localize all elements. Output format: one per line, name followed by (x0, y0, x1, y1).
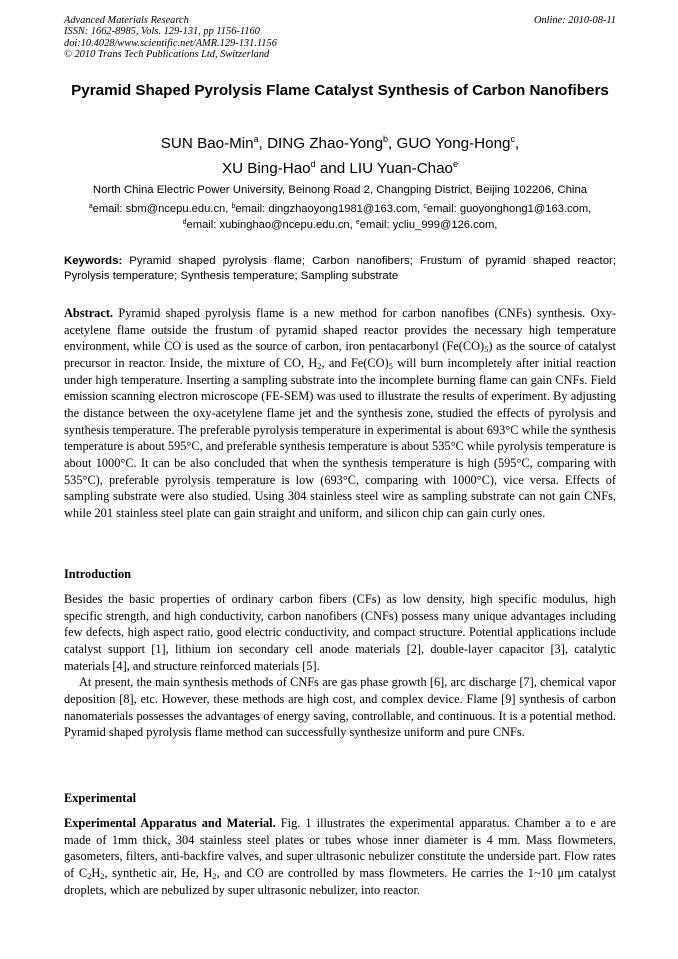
abstract-text: will burn incompletely after initial reaction under high temperature. Inserting a sampling substrate into the incomplete burning flame can gain CNFs. Field emission scanning electron microscope (FE-SEM) was used to illustrate the results of experiment. By adjusting the distance between the oxy-acetylene flame jet and the synthesis zone, studied the effects of pyrolysis and synthesis temperature. The preferable pyrolysis temperature in experimental is about 693°C while the synthesis temperature is about 595°C, and preferable synthesis temperature is about 535°C while pyrolysis temperature is about 1000°C. It can be also concluded that when the synthesis temperature is high (595°C, comparing with 535°C), preferable pyrolysis temperature is low (693°C, comparing with 1000°C), vice versa. Effects of sampling substrate were also studied. Using 304 stainless steel wire as sampling substrate can not gain CNFs, while 201 stainless steel plate can gain straight and uniform, and silicon chip can gain curly ones. (64, 355, 616, 520)
author-name: DING Zhao-Yong (267, 135, 384, 152)
experimental-text: Fig. 1 illustrates the experimental apparatus. Chamber a to e are made of 1mm thick, 304 stainless steel plates or tubes whose inner diameter is 4 mm. Mass flowmeters, gasometers, filters, anti-backfire valves, and super ultrasonic nebulizer constitute the underside part. Flow rates of C (64, 816, 616, 880)
email-marker: d (182, 218, 187, 226)
subscript: 2 (317, 360, 322, 371)
journal-header (64, 15, 616, 60)
email-marker: a (88, 203, 93, 210)
introduction-paragraph-1: Besides the basic properties of ordinary carbon fibers (CFs) as low density, high specific modulus, high specific strength, and high conductivity, carbon nanofibers (CNFs) possess many unique advantages including few defects, high aspect ratio, good electric conductivity, and compact structure. Potential applications include catalyst support [1], lithium ion secondary cell anode materials [2], double-layer capacitor [3], catalytic materials [4], and structure reinforced materials [5]. (64, 592, 616, 673)
keywords (64, 254, 616, 285)
subscript: 5 (388, 360, 393, 371)
author-marker: a (253, 134, 259, 144)
keywords-text: Pyramid shaped pyrolysis flame; Carbon nanofibers; Frustum of pyramid shaped reactor; Pyrolysis temperature; Synthesis temperature; Sampling substrate (64, 255, 616, 283)
experimental-text: , synthetic air, He, H (104, 865, 213, 880)
author-name: XU Bing-Hao (221, 160, 311, 177)
experimental-text: , and CO are controlled by mass flowmeters. He carries the 1~10 μm catalyst droplets, which are nebulized by super ultrasonic nebulizer, into reactor. (64, 865, 616, 897)
experimental-paragraph (64, 815, 616, 898)
email-entry: email: sbm@ncepu.edu.cn, (92, 203, 232, 215)
author-name: GUO Yong-Hong (396, 135, 511, 152)
email-marker: b (231, 203, 236, 210)
keywords-label: Keywords: (64, 255, 123, 267)
abstract (64, 305, 616, 522)
email-list (64, 202, 616, 233)
author-separator: , (514, 135, 520, 152)
email-entry: email: ycliu_999@126.com, (359, 218, 498, 231)
author-line-2 (64, 156, 616, 181)
author-name: LIU Yuan-Chao (349, 160, 453, 177)
author-list (64, 131, 616, 181)
author-line-1 (64, 131, 616, 156)
email-line-2 (64, 218, 616, 234)
introduction-paragraph-2: At present, the main synthesis methods of CNFs are gas phase growth [6], arc discharge [7], chemical vapor deposition [8], etc. However, these methods are high cost, and complex device. Flame [9] synthesis of carbon nanomaterials possesses the advantages of energy saving, controllable, and continuous. It is a potential method. Pyramid shaped pyrolysis flame method can successfully synthesize uniform and pure CNFs. (64, 675, 616, 740)
email-entry: email: dingzhaoyong1981@163.com, (235, 203, 424, 215)
author-name: SUN Bao-Min (160, 135, 254, 152)
introduction-section (64, 591, 616, 741)
email-marker: c (423, 203, 427, 210)
author-separator: , (388, 135, 397, 152)
copyright-line: © 2010 Trans Tech Publications Ltd, Switzerland (64, 48, 270, 60)
subscript: 2 (212, 870, 217, 881)
author-marker: c (510, 134, 515, 144)
author-marker: d (310, 159, 316, 169)
experimental-heading: Experimental (64, 791, 136, 805)
experimental-subheading: Experimental Apparatus and Material. (64, 816, 276, 830)
paper-title: Pyramid Shaped Pyrolysis Flame Catalyst Synthesis of Carbon Nanofibers (71, 82, 609, 99)
journal-name: Advanced Materials Research (64, 15, 189, 26)
experimental-text: H (91, 865, 101, 880)
introduction-heading: Introduction (64, 567, 131, 581)
author-marker: b (383, 134, 389, 144)
subscript: 5 (484, 344, 489, 355)
abstract-paragraph (64, 305, 616, 522)
author-separator: , (258, 135, 268, 152)
email-entry: email: guoyonghong1@163.com, (426, 203, 592, 215)
author-separator: and (315, 160, 350, 177)
experimental-section (64, 815, 616, 898)
subscript: 2 (87, 870, 92, 881)
issn-line: ISSN: 1662-8985, Vols. 129-131, pp 1156-1160 (64, 26, 260, 38)
abstract-text: ) as the source of catalyst precursor in reactor. Inside, the mixture of CO, H (64, 339, 616, 370)
abstract-text: Pyramid shaped pyrolysis flame is a new method for carbon nanofibes (CNFs) synthesis. Oxy-acetylene flame outside the frustum of pyramid shaped reactor provides the necessary high temperature environment, while CO is used as the source of carbon, iron pentacarbonyl (Fe(CO) (64, 306, 616, 354)
abstract-label: Abstract. (64, 306, 114, 320)
doi-line: doi:10.4028/www.scientific.net/AMR.129-131.1156 (64, 37, 277, 49)
online-date: Online: 2010-08-11 (533, 15, 616, 26)
subscript: 2 (100, 870, 105, 881)
abstract-text: , and Fe(CO) (321, 355, 389, 370)
author-marker: e (453, 159, 459, 169)
email-line-1 (64, 202, 616, 218)
email-marker: e (355, 218, 360, 226)
affiliation: North China Electric Power University, Beinong Road 2, Changping District, Beijing 102206, China (92, 184, 588, 196)
email-entry: email: xubinghao@ncepu.edu.cn, (186, 218, 356, 231)
